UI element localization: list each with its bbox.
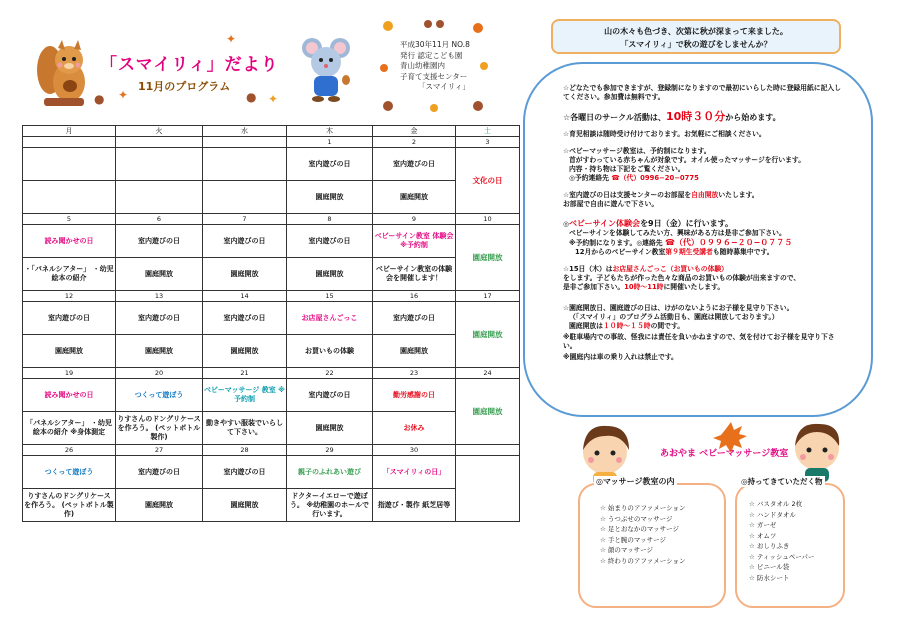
- notice-parking: ※駐車場内での事故、怪我には責任を負いかねますので、気を付けてお子様を見守り下さい。: [563, 333, 835, 350]
- event-cell: 室内遊びの日: [373, 302, 456, 335]
- massage-contents-title: ◎マッサージ教室の内: [596, 477, 675, 486]
- event-cell: 室内遊びの日: [203, 302, 287, 335]
- notice-free-room: [563, 191, 847, 209]
- notice-highlight: お店屋さんごっこ（お買いもの体験）: [612, 265, 728, 273]
- weekday-mon: 月: [23, 126, 116, 137]
- weekday-thu: 木: [287, 126, 373, 137]
- notice-text: ベビーサインを体験してみたい方、興味がある方は是非ご参加下さい。: [569, 229, 786, 237]
- acorn-icon: ●: [246, 90, 257, 104]
- detail-cell: 園庭開放: [203, 335, 287, 368]
- publisher-line: 「スマイリィ」: [418, 82, 470, 91]
- notice-baby-sign: [563, 219, 847, 257]
- program-calendar: [22, 125, 520, 522]
- massage-contents-box: [578, 477, 726, 608]
- date-cell: 6: [116, 214, 203, 225]
- date-cell: [23, 137, 116, 148]
- notice-highlight: 第９期生受講者: [665, 248, 713, 256]
- weekday-header-row: [23, 126, 520, 137]
- date-cell: 5: [23, 214, 116, 225]
- notice-text: ☆各曜日のサークル活動は、: [563, 113, 666, 122]
- event-cell: 室内遊びの日: [373, 148, 456, 181]
- detail-cell: 園庭開放: [287, 412, 373, 445]
- detail-cell: 園庭開放: [116, 489, 203, 522]
- notice-shop-play: [563, 265, 847, 292]
- date-cell: 29: [287, 445, 373, 456]
- notice-banner-line: 山の木々も色づき、次第に秋が深まって来ました。: [604, 27, 788, 36]
- notice-yard: [563, 304, 847, 331]
- maple-leaf-icon: ✦: [268, 92, 279, 106]
- date-row: [23, 214, 520, 225]
- notice-text: を9日（金）に行います。: [640, 219, 733, 228]
- event-cell: 室内遊びの日: [287, 148, 373, 181]
- notice-highlight: １０時〜１５時: [602, 322, 651, 330]
- event-row: [23, 379, 520, 412]
- saturday-event-cell: 園庭開放: [456, 379, 520, 445]
- date-cell: 24: [456, 368, 520, 379]
- event-row: [23, 456, 520, 489]
- detail-row: [23, 258, 520, 291]
- notice-text: 内容・持ち物は下記をご覧ください。: [569, 165, 685, 173]
- detail-cell: 動きやすい服装でいらして下さい。: [203, 412, 287, 445]
- event-cell: 読み聞かせの日: [23, 379, 116, 412]
- event-cell: つくって遊ぼう: [116, 379, 203, 412]
- publisher-line: 平成30年11月 NO.8: [400, 40, 470, 49]
- date-cell: 1: [287, 137, 373, 148]
- notice-text: ☆室内遊びの日は支援センターのお部屋を: [563, 191, 692, 199]
- detail-cell: [203, 181, 287, 214]
- detail-cell: お買いもの体験: [287, 335, 373, 368]
- event-cell: 室内遊びの日: [287, 379, 373, 412]
- date-row: [23, 445, 520, 456]
- detail-cell: 園庭開放: [116, 258, 203, 291]
- notice-text: ☆園庭開放日、園庭遊びの日は、けがのないようにお子様を見守り下さい。: [563, 304, 794, 312]
- notice-text: お部屋で自由に遊んで下さい。: [563, 200, 659, 208]
- event-cell: 勤労感謝の日: [373, 379, 456, 412]
- event-cell: つくって遊ぼう: [23, 456, 116, 489]
- date-cell: 27: [116, 445, 203, 456]
- massage-class-heading: あおやま ベビーマッサージ教室: [660, 449, 789, 459]
- date-cell: 15: [287, 291, 373, 302]
- detail-cell: [23, 181, 116, 214]
- detail-cell: ドクターイエローで遊ぼう。 ※幼稚園のホールで行います。: [287, 489, 373, 522]
- detail-cell: 園庭開放: [203, 489, 287, 522]
- notice-highlight: 自由開放: [691, 191, 719, 199]
- event-cell: お店屋さんごっこ: [287, 302, 373, 335]
- massage-contents-list: [600, 503, 686, 566]
- list-item: ☆ バスタオル 2枚: [749, 499, 814, 510]
- event-row: [23, 225, 520, 258]
- acorn-icon: ●: [94, 92, 105, 106]
- date-cell: 10: [456, 214, 520, 225]
- detail-cell: りすさんのドングリケースを作ろう。 (ペットボトル製作): [116, 412, 203, 445]
- detail-cell: 園庭開放: [116, 335, 203, 368]
- notice-text: も随時募集中です。: [712, 248, 774, 256]
- detail-row: [23, 412, 520, 445]
- newsletter-header: [28, 30, 358, 115]
- notice-text: の間です。: [650, 322, 685, 330]
- mouse-illustration: [300, 36, 352, 104]
- detail-row: [23, 181, 520, 214]
- notice-banner-line: 「スマイリィ」で秋の遊びをしませんか？: [620, 40, 772, 49]
- list-item: ☆ 防水シート: [749, 573, 814, 584]
- detail-cell: りすさんのドングリケースを作ろう。 (ペットボトル製作): [23, 489, 116, 522]
- date-cell: [456, 445, 520, 456]
- date-cell: 8: [287, 214, 373, 225]
- list-item: ☆ 始まりのアファメーション: [600, 503, 686, 514]
- date-cell: 21: [203, 368, 287, 379]
- notice-text: ☆15日（木）は: [563, 265, 613, 273]
- saturday-event-cell: 園庭開放: [456, 302, 520, 368]
- event-cell: 室内遊びの日: [116, 225, 203, 258]
- notice-circle-time: [563, 112, 847, 122]
- date-cell: 9: [373, 214, 456, 225]
- event-cell: ベビーサイン教室 体験会 ※予約制: [373, 225, 456, 258]
- detail-cell: ・「パネルシアター」 ・幼児絵本の紹介: [23, 258, 116, 291]
- event-cell: ベビーマッサージ 教室 ※予約制: [203, 379, 287, 412]
- notice-text: いたします。: [718, 191, 759, 199]
- notice-highlight: 10時〜11時: [624, 283, 664, 291]
- weekday-tue: 火: [116, 126, 203, 137]
- date-cell: 19: [23, 368, 116, 379]
- date-cell: 7: [203, 214, 287, 225]
- notice-text: をします。子どもたちが作った色々な商品のお買いもの体験が出来ますので、: [563, 274, 801, 282]
- date-cell: 12: [23, 291, 116, 302]
- maple-leaf-icon: ✦: [226, 32, 237, 46]
- publisher-box: [378, 18, 490, 114]
- event-cell: 「スマイリィの日」: [373, 456, 456, 489]
- newsletter-title: 「スマイリィ」だより: [100, 55, 279, 75]
- event-row: [23, 148, 520, 181]
- list-item: ☆ ハンドタオル: [749, 510, 814, 521]
- publisher-line: 青山幼稚園内: [400, 61, 445, 70]
- detail-cell: 園庭開放: [287, 258, 373, 291]
- date-cell: 3: [456, 137, 520, 148]
- saturday-event-cell: [456, 456, 520, 522]
- event-cell: 室内遊びの日: [23, 302, 116, 335]
- list-item: ☆ おしりふき: [749, 541, 814, 552]
- notice-panel: [523, 62, 873, 417]
- detail-row: [23, 489, 520, 522]
- notice-text: 園庭開放は: [569, 322, 603, 330]
- notice-text: ◎予約連絡先: [569, 174, 609, 182]
- notice-registration: ☆どなたでも参加できますが、登録制になりますので最初にいらした時に登録用紙に記入してください。参加費は無料です。: [563, 84, 841, 101]
- detail-cell: 園庭開放: [287, 181, 373, 214]
- publisher-info: [400, 40, 470, 93]
- date-row: [23, 137, 520, 148]
- event-cell: 読み聞かせの日: [23, 225, 116, 258]
- detail-cell: 園庭開放: [373, 181, 456, 214]
- date-cell: [203, 137, 287, 148]
- date-cell: 22: [287, 368, 373, 379]
- date-cell: 14: [203, 291, 287, 302]
- list-item: ☆ 終わりのアファメーション: [600, 556, 686, 567]
- notice-highlight: ベビーサイン体験会: [568, 219, 641, 228]
- event-cell: 室内遊びの日: [287, 225, 373, 258]
- notice-text: に開催いたします。: [663, 283, 725, 291]
- newsletter-subtitle: 11月のプログラム: [138, 80, 231, 93]
- notice-text: ◎: [563, 220, 569, 228]
- notice-text: 是非ご参加下さい。: [563, 283, 625, 291]
- notice-text: 首がすわっている赤ちゃんが対象です。オイル使ったマッサージを行います。: [569, 156, 805, 164]
- date-cell: 13: [116, 291, 203, 302]
- notice-no-cars: ※園庭内は車の乗り入れは禁止です。: [563, 353, 678, 361]
- event-row: [23, 302, 520, 335]
- items-to-bring-box: [735, 477, 845, 608]
- publisher-line: 発行 認定こども園: [400, 50, 463, 60]
- weekday-sat: 土: [456, 126, 520, 137]
- notice-text: ※予約制になります。◎連絡先: [569, 239, 663, 247]
- list-item: ☆ うつぶせのマッサージ: [600, 514, 686, 525]
- date-cell: 20: [116, 368, 203, 379]
- detail-row: [23, 335, 520, 368]
- date-cell: 26: [23, 445, 116, 456]
- event-cell: 親子のふれあい遊び: [287, 456, 373, 489]
- list-item: ☆ オムツ: [749, 531, 814, 542]
- list-item: ☆ 顔のマッサージ: [600, 545, 686, 556]
- event-cell: [23, 148, 116, 181]
- list-item: ☆ ビニール袋: [749, 562, 814, 573]
- weekday-wed: 水: [203, 126, 287, 137]
- list-item: ☆ 手と腕のマッサージ: [600, 535, 686, 546]
- event-cell: 室内遊びの日: [116, 456, 203, 489]
- detail-cell: [116, 181, 203, 214]
- date-cell: [116, 137, 203, 148]
- event-cell: [116, 148, 203, 181]
- notice-massage: [563, 147, 847, 183]
- event-cell: 室内遊びの日: [203, 456, 287, 489]
- event-cell: 室内遊びの日: [203, 225, 287, 258]
- date-row: [23, 368, 520, 379]
- saturday-event-cell: 園庭開放: [456, 225, 520, 291]
- detail-cell: 「パネルシアター」 ・幼児絵本の紹介 ※身体測定: [23, 412, 116, 445]
- detail-cell: 園庭開放: [23, 335, 116, 368]
- date-cell: 23: [373, 368, 456, 379]
- squirrel-illustration: [36, 38, 91, 108]
- notice-consultation: ☆育児相談は随時受け付けております。お気軽にご相談ください。: [563, 130, 766, 138]
- event-cell: [203, 148, 287, 181]
- notice-text: 12月からのベビーサイン教室: [575, 248, 666, 256]
- detail-cell: 園庭開放: [373, 335, 456, 368]
- date-cell: 17: [456, 291, 520, 302]
- date-cell: 2: [373, 137, 456, 148]
- notice-text: から始めます。: [725, 113, 781, 122]
- detail-cell: 園庭開放: [203, 258, 287, 291]
- date-row: [23, 291, 520, 302]
- detail-cell: お休み: [373, 412, 456, 445]
- notice-banner: [551, 19, 841, 54]
- weekday-fri: 金: [373, 126, 456, 137]
- saturday-event-cell: 文化の日: [456, 148, 520, 214]
- list-item: ☆ ティッシュペーパー: [749, 552, 814, 563]
- detail-cell: 指遊び・製作 紙芝居等: [373, 489, 456, 522]
- contact-phone: ☎（代）0996−20−0775: [611, 174, 699, 182]
- date-cell: 28: [203, 445, 287, 456]
- items-to-bring-list: [749, 499, 814, 583]
- contact-phone: ☎（代）０９９６−２０−０７７５: [664, 238, 793, 247]
- event-cell: 室内遊びの日: [116, 302, 203, 335]
- date-cell: 16: [373, 291, 456, 302]
- detail-cell: ベビーサイン教室の体験会を開催します！: [373, 258, 456, 291]
- start-time: 10時３０分: [665, 110, 726, 123]
- list-item: ☆ 足とおなかのマッサージ: [600, 524, 686, 535]
- maple-leaf-icon: ✦: [118, 88, 129, 102]
- date-cell: 30: [373, 445, 456, 456]
- items-to-bring-title: ◎持ってきていただく物: [741, 477, 823, 486]
- list-item: ☆ ガーゼ: [749, 520, 814, 531]
- notice-text: ☆ベビーマッサージ教室は、予約制になります。: [563, 147, 711, 155]
- publisher-line: 子育て支援センター: [400, 71, 468, 81]
- notice-text: （「スマイリィ」のプログラム活動日も、園庭は開放しております。）: [569, 313, 779, 321]
